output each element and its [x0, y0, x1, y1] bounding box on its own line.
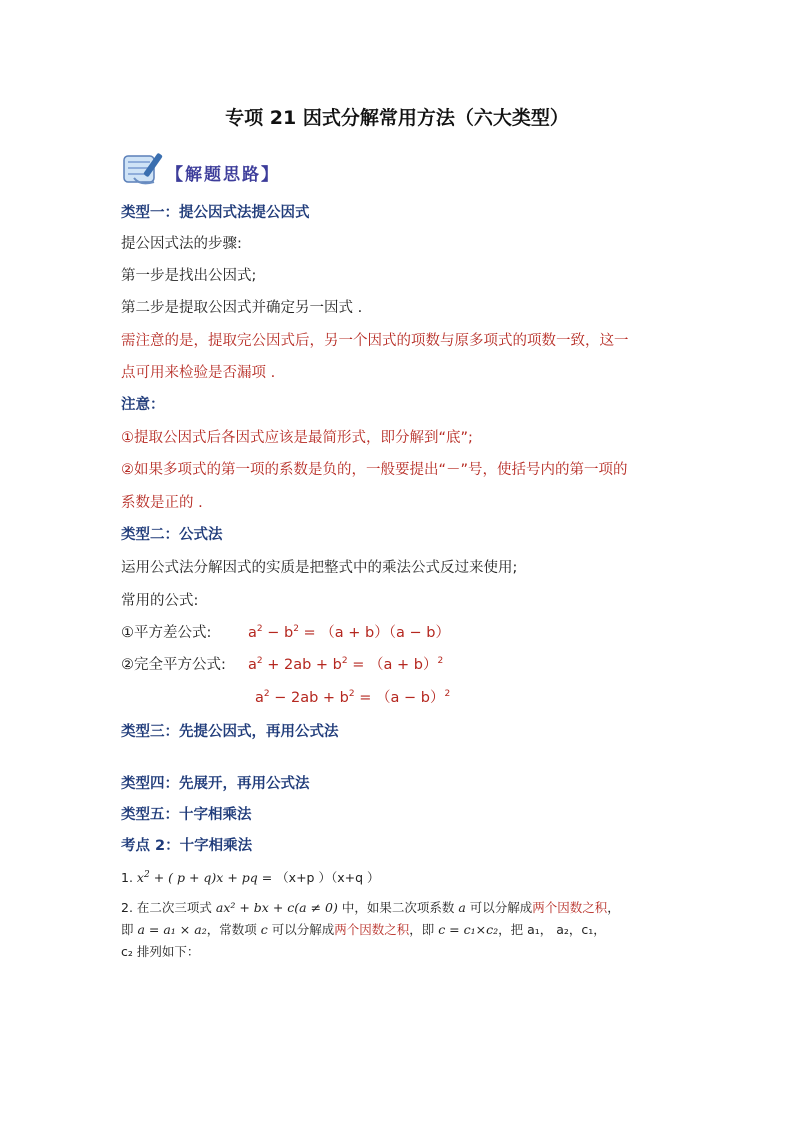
cross-method-item1: 1. $x^2$ + ( p + q)x + pq = （x+p ）（x+q ） [121, 869, 380, 885]
type1-note-line2: 点可用来检验是否漏项 . [121, 365, 276, 381]
cross-method-item2-line1: 2. 在二次三项式 ax² + bx + c(a ≠ 0) 中，如果二次项系数 a 可以分解成两个因数之积， [121, 900, 620, 915]
perfect-square-formula-1: $a^2 + 2ab + b^2 = (a + b)^2$ [248, 656, 444, 673]
type1-point1: ①提取公因式后各因式应该是最简形式，即分解到“底”; [121, 430, 473, 446]
type1-point2-line1: ②如果多项式的第一项的系数是负的，一般要提出“－”号，使括号内的第一项的 [121, 462, 628, 478]
type1-heading: 类型一：提公因式法提公因式 [121, 205, 310, 221]
scroll-pen-icon [120, 148, 168, 188]
type3-heading: 类型三：先提公因式，再用公式法 [121, 724, 339, 740]
point2-heading: 考点 2：十字相乘法 [121, 838, 253, 854]
diff-squares-formula: $a^2 - b^2 = (a + b)(a - b)$ [248, 624, 450, 641]
badge-label: 【解题思路】 [166, 165, 280, 185]
type1-steps-intro: 提公因式法的步骤: [121, 236, 242, 252]
type2-common: 常用的公式: [121, 593, 199, 609]
type1-attention: 注意： [121, 397, 165, 413]
cross-method-item2-line2: 即 a = a₁ × a₂，常数项 c 可以分解成两个因数之积，即 c = c₁×c₂，把 a₁， a₂，c₁， [121, 922, 606, 937]
type1-step1: 第一步是找出公因式; [121, 268, 257, 284]
cross-method-item2-line3: c₂ 排列如下： [121, 944, 200, 959]
type4-heading: 类型四：先展开，再用公式法 [121, 776, 310, 792]
type1-step2: 第二步是提取公因式并确定另一因式 . [121, 300, 363, 316]
perfect-square-formula-2: $a^2 - 2ab + b^2 = (a - b)^2$ [255, 689, 451, 706]
perfect-square-label: ②完全平方公式: [121, 657, 226, 673]
diff-squares-label: ①平方差公式: [121, 625, 212, 641]
type2-essence: 运用公式法分解因式的实质是把整式中的乘法公式反过来使用; [121, 560, 518, 576]
type2-heading: 类型二：公式法 [121, 527, 223, 543]
type1-note-line1: 需注意的是，提取完公因式后，另一个因式的项数与原多项式的项数一致，这一 [121, 333, 629, 349]
type1-point2-line2: 系数是正的 . [121, 495, 203, 511]
page-title: 专项 21 因式分解常用方法（六大类型） [225, 107, 569, 129]
type5-heading: 类型五：十字相乘法 [121, 807, 252, 823]
